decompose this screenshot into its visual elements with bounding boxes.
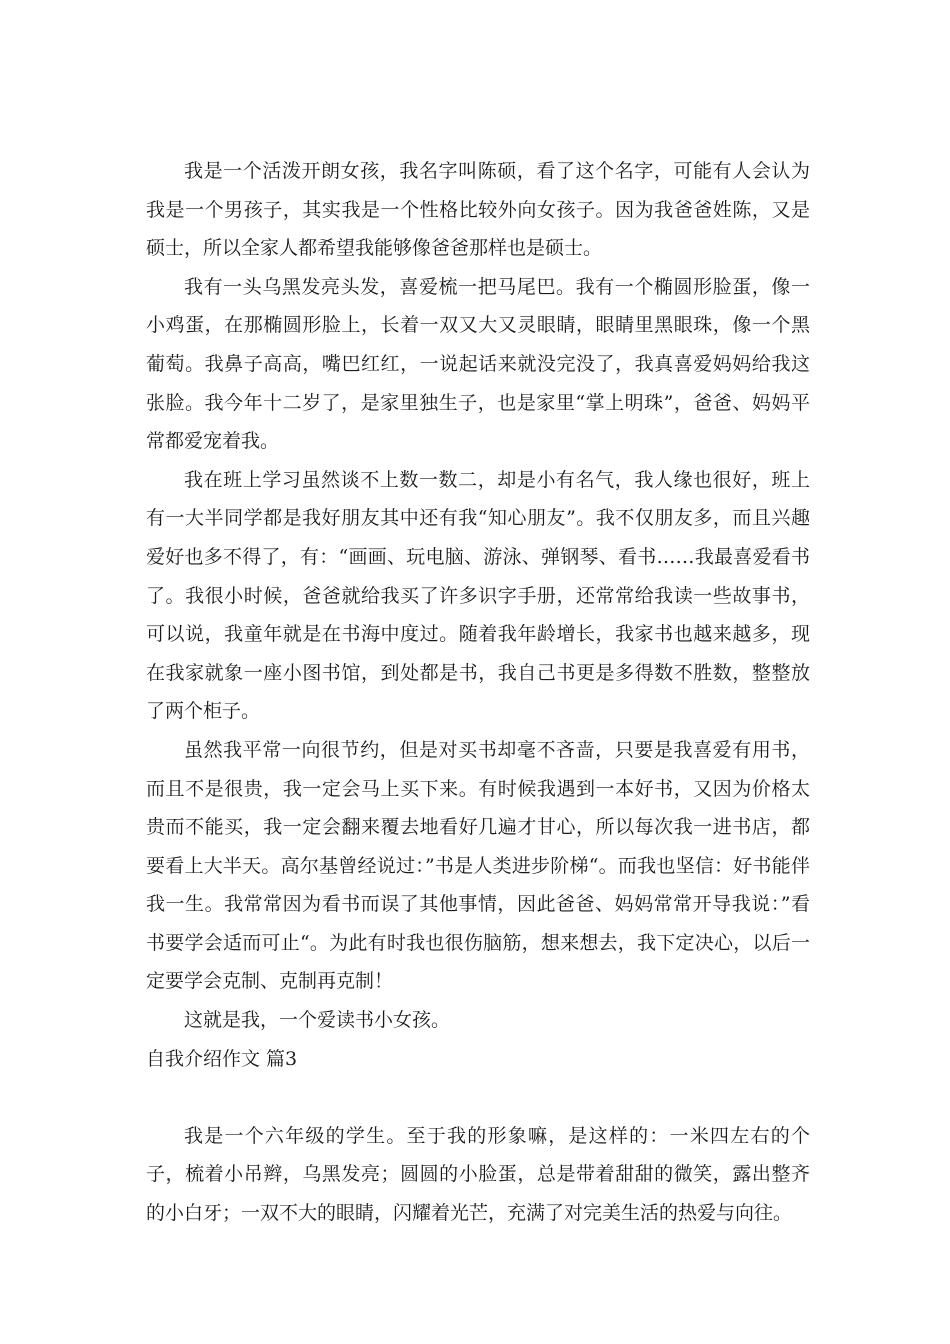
- section-heading: 自我介绍作文 篇3: [146, 1047, 298, 1070]
- paragraph-appearance: 我有一头乌黑发亮头发，喜爱梳一把马尾巴。我有一个椭圆形脸蛋，像一小鸡蛋，在那椭圆形脸上，长着一双又大又灵眼睛，眼睛里黑眼珠，像一个黑葡萄。我鼻子高高，嘴巴红红，一说起话来就没完没了，我真喜爱妈妈给我这张脸。我今年十二岁了，是家里独生子，也是家里“掌上明珠”，爸爸、妈妈平常都爱宠着我。: [146, 275, 810, 453]
- paragraph-sixth-grader: 我是一个六年级的学生。至于我的形象嘛，是这样的：一米四左右的个子，梳着小吊辫，乌黑发亮；圆圆的小脸蛋，总是带着甜甜的微笑，露出整齐的小白牙；一双不大的眼睛，闪耀着光芒，充满了对完美生活的热爱与向往。: [146, 1124, 810, 1225]
- paragraph-study-hobbies: 我在班上学习虽然谈不上数一数二，却是小有名气，我人缘也很好，班上有一大半同学都是我好朋友其中还有我“知心朋友”。我不仅朋友多，而且兴趣爱好也多不得了，有：“画画、玩电脑、游泳、弹钢琴、看书……我最喜爱看书了。我很小时候，爸爸就给我买了许多识字手册，还常常给我读一些故事书，可以说，我童年就是在书海中度过。随着我年龄增长，我家书也越来越多，现在我家就象一座小图书馆，到处都是书，我自己书更是多得数不胜数，整整放了两个柜子。: [146, 468, 810, 723]
- paragraph-intro-name: 我是一个活泼开朗女孩，我名字叫陈硕，看了这个名字，可能有人会认为我是一个男孩子，其实我是一个性格比较外向女孩子。因为我爸爸姓陈，又是硕士，所以全家人都希望我能够像爸爸那样也是硕士。: [146, 160, 810, 260]
- blank-line: [146, 1078, 810, 1117]
- paragraph-buying-books: 虽然我平常一向很节约，但是对买书却毫不吝啬，只要是我喜爱有用书，而且不是很贵，我一定会马上买下来。有时候我遇到一本好书，又因为价格太贵而不能买，我一定会翻来覆去地看好几遍才甘心，所以每次我一进书店，都要看上大半天。高尔基曾经说过：”书是人类进步阶梯“。而我也坚信：好书能伴我一生。我常常因为看书而误了其他事情，因此爸爸、妈妈常常开导我说：”看书要学会适而可止“。为此有时我也很伤脑筋，想来想去，我下定决心，以后一定要学会克制、克制再克制！: [146, 738, 810, 993]
- document-body: [146, 152, 810, 1233]
- paragraph-conclusion: 这就是我，一个爱读书小女孩。: [184, 1009, 451, 1032]
